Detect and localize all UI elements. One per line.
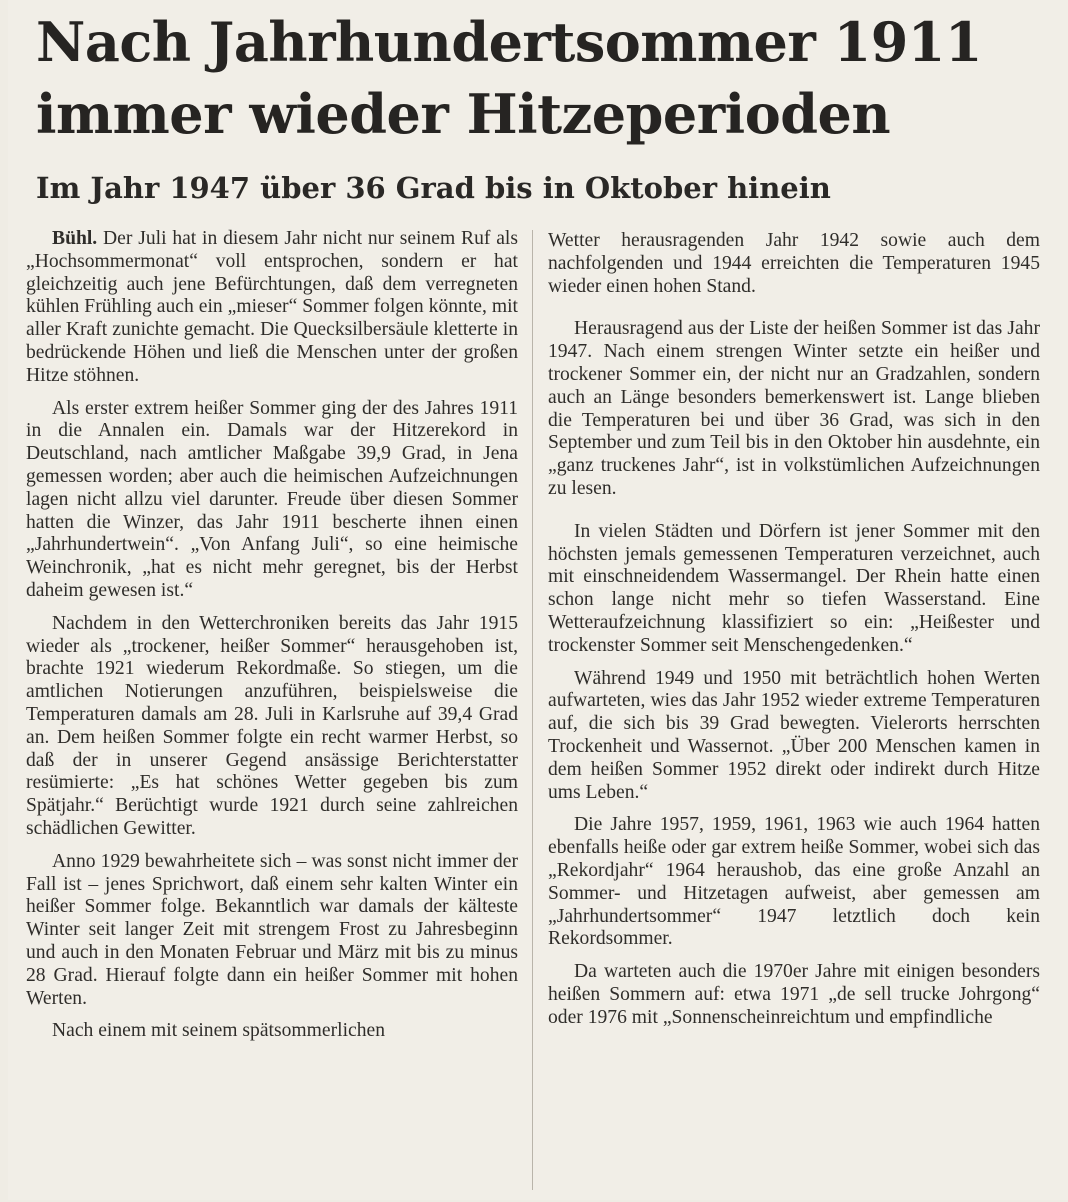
paragraph: Die Jahre 1957, 1959, 1961, 1963 wie auch 1964 hatten ebenfalls heiße oder gar extrem heiße Sommer, wobei sich das „Rekordjahr“ 1964 heraushob, das eine große Anzahl an Sommer- und Hitzetagen aufweist, aber gemessen am „Jahrhundertsommer“ 1947 letztlich doch kein Rekordsommer. [548,814,1040,950]
headline-line-2: immer wieder Hitzeperioden [36,82,891,146]
article-column-left [26,228,518,1200]
paragraph [26,228,518,388]
paragraph: Da warteten auch die 1970er Jahre mit einigen besonders heißen Sommern auf: etwa 1971 „de sell trucke Johrgong“ oder 1976 mit „Sonnenscheinreichtum und empfindliche [548,961,1040,1028]
headline [36,6,1060,150]
paragraph: Nach einem mit seinem spätsommerlichen [52,1020,385,1042]
subheadline: Im Jahr 1947 über 36 Grad bis in Oktober hinein [36,171,831,205]
paragraph: Nachdem in den Wetterchroniken bereits das Jahr 1915 wieder als „trockener, heißer Sommer“ herausgehoben ist, brachte 1921 wiederum Rekordmaße. So stiegen, um die amtlichen Notierungen anzuführen, beispielsweise die Temperaturen damals am 28. Juli in Karlsruhe auf 39,4 Grad an. Dem heißen Sommer folgte ein recht warmer Herbst, so daß der in unserer Gegend ansässige Berichterstatter resümierte: „Es hat schönes Wetter gegeben bis zum Spätjahr.“ Berüchtigt wurde 1921 durch seine zahlreichen schädlichen Gewitter. [26,612,518,839]
paragraph: Als erster extrem heißer Sommer ging der des Jahres 1911 in die Annalen ein. Damals war der Hitzerekord in Deutschland, nach amtlicher Maßgabe 39,9 Grad, in Jena gemessen worden; aber auch die heimischen Aufzeichnungen lagen nicht allzu viel darunter. Freude über diesen Sommer hatten die Winzer, das Jahr 1911 bescherte ihnen einen „Jahrhundertwein“. „Von Anfang Juli“, so eine heimische Weinchronik, „hat es nicht mehr geregnet, bis der Herbst daheim gewesen ist.“ [26,397,518,601]
paragraph: Wetter herausragenden Jahr 1942 sowie auch dem nachfolgenden und 1944 erreichten die Temperaturen 1945 wieder einen hohen Stand. [548,230,1040,297]
paragraph: Anno 1929 bewahrheitete sich – was sonst nicht immer der Fall ist – jenes Sprichwort, daß einem sehr kalten Winter ein heißer Sommer folge. Bekanntlich war damals der kälteste Winter seit langer Zeit mit strengem Frost zu Jahresbeginn und auch in den Monaten Februar und März mit bis zu minus 28 Grad. Hierauf folgte dann ein heißer Sommer mit hohen Werten. [26,850,518,1009]
paragraph-text: Der Juli hat in diesem Jahr nicht nur seinem Ruf als „Hochsommermonat“ voll entsprochen, sondern er hat gleichzeitig auch jene Befürchtungen, daß dem verregneten kühlen Frühling auch ein „mieser“ Sommer folgen könnte, mit aller Kraft zunichte gemacht. Die Quecksilbersäule kletterte in bedrückende Höhen und ließ die Menschen unter der großen Hitze stöhnen. [26,228,518,386]
article-column-right [548,230,1040,1202]
dateline: Bühl. [52,228,98,249]
paragraph: In vielen Städten und Dörfern ist jener Sommer mit den höchsten jemals gemessenen Temperaturen verzeichnet, auch mit einschneidendem Wassermangel. Der Rhein hatte einen schon lange nicht mehr so tiefen Wasserstand. Eine Wetteraufzeichnung klassifiziert so ein: „Heißester und trockenster Sommer seit Menschengedenken.“ [548,520,1040,656]
paragraph: Herausragend aus der Liste der heißen Sommer ist das Jahr 1947. Nach einem strengen Winter setzte ein heißer und trockener Sommer ein, der nicht nur an Gradzahlen, sondern auch an Länge besonders bemerkenswert ist. Lange blieben die Temperaturen bei und über 36 Grad, was sich in den September und zum Teil bis in den Oktober hin ausdehnte, ein „ganz truckenes Jahr“, ist in volkstümlichen Aufzeichnungen zu lesen. [548,318,1040,499]
column-divider [532,230,533,1190]
headline-line-1: Nach Jahrhundertsommer 1911 [36,10,982,74]
paragraph: Während 1949 und 1950 mit beträchtlich hohen Werten aufwarteten, wies das Jahr 1952 wieder extreme Temperaturen auf, die sich bis 39 Grad bewegten. Vielerorts herrschten Trockenheit und Wassernot. „Über 200 Menschen kamen in dem heißen Sommer 1952 direkt oder indirekt durch Hitze ums Leben.“ [548,667,1040,803]
